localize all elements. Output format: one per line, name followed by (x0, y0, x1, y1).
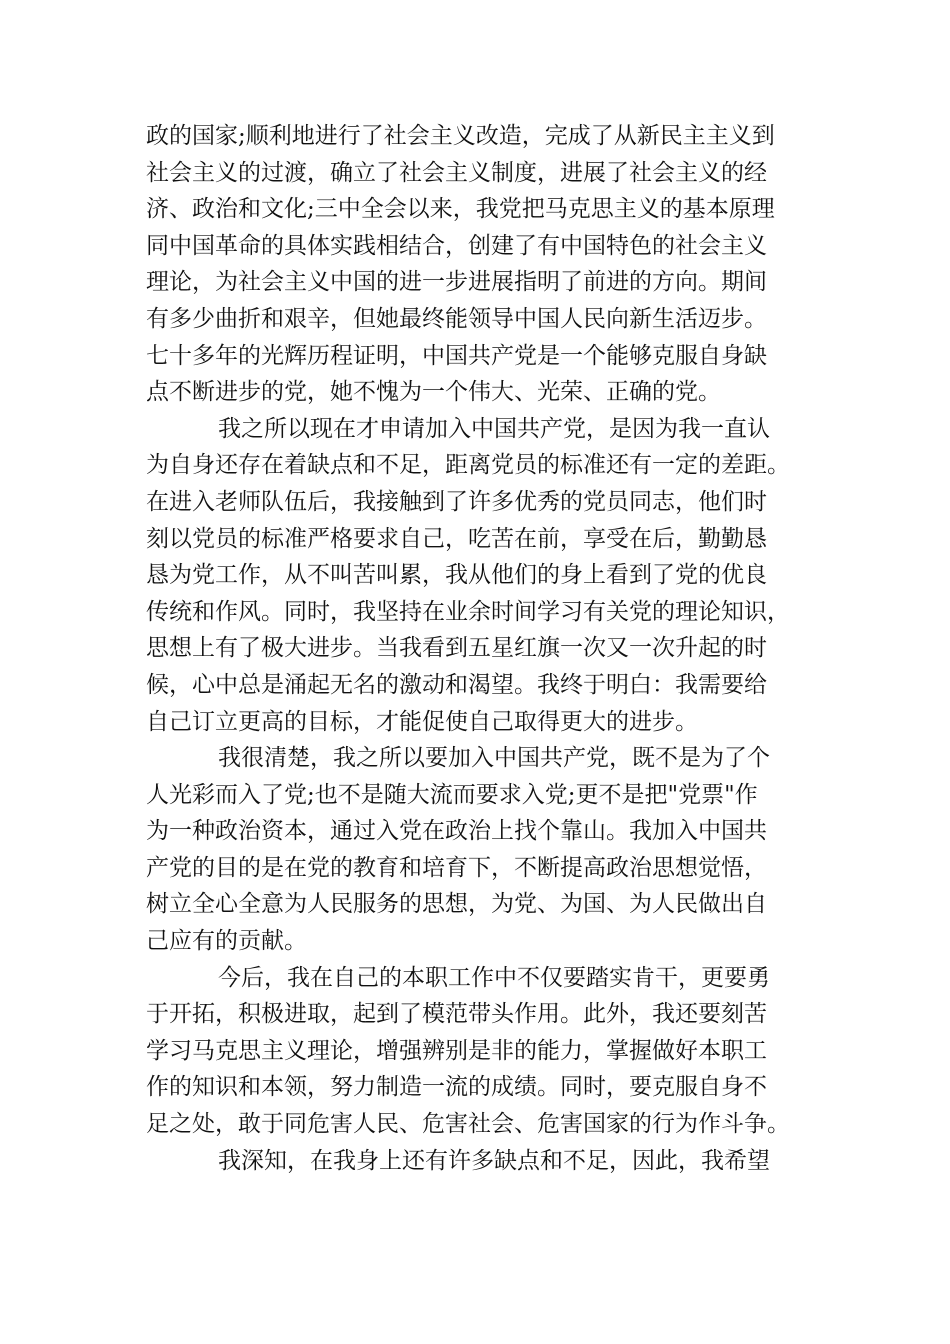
text-line: 为一种政治资本，通过入党在政治上找个靠山。我加入中国共 (146, 818, 767, 845)
text-line: 为自身还存在着缺点和不足，距离党员的标准还有一定的差距。 (146, 452, 790, 479)
text-line: 于开拓，积极进取，起到了模范带头作用。此外，我还要刻苦 (146, 1001, 767, 1028)
text-line: 自己订立更高的目标，才能促使自己取得更大的进步。 (146, 708, 698, 735)
text-line: 济、政治和文化;三中全会以来，我党把马克思主义的基本原理 (146, 196, 775, 223)
text-line: 同中国革命的具体实践相结合，创建了有中国特色的社会主义 (146, 232, 767, 259)
text-line: 己应有的贡献。 (146, 928, 307, 955)
text-line: 政的国家;顺利地进行了社会主义改造，完成了从新民主主义到 (146, 123, 775, 149)
text-line: 社会主义的过渡，确立了社会主义制度，进展了社会主义的经 (146, 159, 767, 186)
text-line: 点不断进步的党，她不愧为一个伟大、光荣、正确的党。 (146, 379, 721, 406)
text-line: 我之所以现在才申请加入中国共产党，是因为我一直认 (218, 415, 770, 442)
paragraph (146, 1143, 806, 1180)
text-line: 学习马克思主义理论，增强辨别是非的能力，掌握做好本职工 (146, 1037, 767, 1064)
text-line: 候，心中总是涌起无名的激动和渴望。我终于明白：我需要给 (146, 671, 767, 698)
document-body (146, 118, 806, 1179)
text-line: 今后，我在自己的本职工作中不仅要踏实肯干，更要勇 (218, 964, 770, 991)
text-line: 理论，为社会主义中国的进一步进展指明了前进的方向。期间 (146, 269, 767, 296)
text-line: 在进入老师队伍后，我接触到了许多优秀的党员同志，他们时 (146, 488, 767, 515)
text-line: 思想上有了极大进步。当我看到五星红旗一次又一次升起的时 (146, 635, 767, 662)
text-line: 作的知识和本领，努力制造一流的成绩。同时，要克服自身不 (146, 1074, 767, 1101)
text-line: 恳为党工作，从不叫苦叫累，我从他们的身上看到了党的优良 (146, 562, 767, 589)
text-line: 刻以党员的标准严格要求自己，吃苦在前，享受在后，勤勤恳 (146, 525, 767, 552)
text-line: 我很清楚，我之所以要加入中国共产党，既不是为了个 (218, 745, 770, 772)
paragraph (146, 411, 806, 740)
text-line: 树立全心全意为人民服务的思想，为党、为国、为人民做出自 (146, 891, 767, 918)
text-line: 传统和作风。同时，我坚持在业余时间学习有关党的理论知识， (146, 598, 790, 625)
paragraph (146, 960, 806, 1143)
text-line: 人光彩而入了党;也不是随大流而要求入党;更不是把"党票"作 (146, 781, 758, 808)
text-line: 产党的目的是在党的教育和培育下，不断提高政治思想觉悟， (146, 854, 767, 881)
text-line: 有多少曲折和艰辛，但她最终能领导中国人民向新生活迈步。 (146, 305, 767, 332)
text-line: 七十多年的光辉历程证明，中国共产党是一个能够克服自身缺 (146, 342, 767, 369)
text-line: 我深知，在我身上还有许多缺点和不足，因此，我希望 (218, 1147, 770, 1174)
paragraph (146, 118, 806, 411)
paragraph (146, 740, 806, 960)
text-line: 足之处，敢于同危害人民、危害社会、危害国家的行为作斗争。 (146, 1111, 790, 1138)
